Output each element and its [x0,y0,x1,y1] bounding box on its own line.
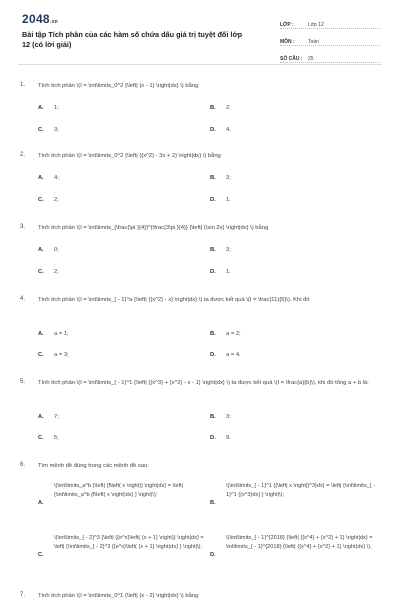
info-row-class [280,14,380,29]
document-header [0,0,400,62]
header-divider [18,64,382,65]
question-text: Tính tích phân \(I = \int\limits_0^2 {\left| {{x^2} - 3x + 2} \right|dx} \) bằng [38,153,221,159]
question-number: 3. [20,224,26,230]
info-row-subject [280,31,380,46]
option-b[interactable]: B. 2; [210,105,231,111]
logo-suffix: .vn [49,19,59,25]
option-c[interactable]: C. 3; [38,127,59,133]
info-label: SỐ CÂU : [280,56,303,62]
option-a[interactable]: A. \(\int\limits_a^b {\left| {f\left( x \right)} \right|dx} = \left| {\int\limits_a^b {f\left( x \right)dx} } \right|\); [38,483,184,506]
option-d[interactable]: D. 9. [210,435,231,441]
question-text: Tính tích phân \(I = \int\limits_{\frac{\pi }{4}}^{\frac{3\pi }{4}} {\left| {\sin 2x} \right|dx} \) bằng [38,225,269,231]
option-a[interactable]: A. 7; [38,414,59,420]
option-a[interactable]: A. 4; [38,175,59,181]
info-label: MÔN : [280,39,295,45]
option-b[interactable]: B. 3; [210,247,231,253]
question-text: Tính tích phân \(I = \int\limits_{ - 1}^1 {\left| {{x^3} + {x^2} - x - 1} \right|dx} \) ta được kết quả \(I = \frac{a}{b}\), khi đó tổng a + b là: [38,380,369,386]
question-number: 7. [20,592,26,598]
option-a[interactable]: A. a = 1; [38,331,69,337]
info-value: Lớp 12 [308,22,324,28]
option-d[interactable]: D. 1. [210,269,231,275]
question-text: Tính tích phân \(I = \int\limits_{ - 1}^a {\left| {{x^2} - x} \right|dx} \) ta được kết quả \(I = \frac{11}{6}\). Khi đó [38,297,310,303]
question-text: Tính tích phân \(I = \int\limits_0^1 {\left| {x - 2} \right|dx} \) bằng [38,593,199,599]
option-c[interactable]: C. 2; [38,269,59,275]
question-number: 1. [20,82,26,88]
info-value: Toán [308,39,319,45]
option-c[interactable]: C. \(\int\limits_{ - 2}^3 {\left| {{e^x}\left( {x + 1} \right)} \right|dx} = \left| {\int\limits_{ - 2}^3 {{e^x}\left( {x + 1} \right)dx} } \right|\); [38,535,204,558]
question-number: 4. [20,296,26,302]
option-d[interactable]: D. a = 4. [210,352,241,358]
option-c[interactable]: C. 2; [38,197,59,203]
option-d[interactable]: D. 1. [210,197,231,203]
option-b[interactable]: B. \(\int\limits_{ - 1}^1 {{\left| x \right|}^3}dx} = \left| {\int\limits_{ - 1}^1 {{x^3}dx} } \right|\); [210,483,376,506]
option-c[interactable]: C. 5; [38,435,59,441]
info-value: 25 [308,56,314,62]
document-title: Bài tập Tích phân của các hàm số chứa dấu giá trị tuyệt đối lớp 12 (có lời giải) [22,30,243,49]
info-panel [280,14,380,65]
option-a[interactable]: A. 1; [38,105,59,111]
option-b[interactable]: B. a = 2; [210,331,241,337]
question-text: Tính tích phân \(I = \int\limits_0^2 {\left| {x - 1} \right|dx} \) bằng [38,83,199,89]
option-c[interactable]: C. a = 3; [38,352,69,358]
question-number: 6. [20,462,26,468]
logo-main-text: 2048 [22,12,50,26]
question-number: 2. [20,152,26,158]
question-number: 5. [20,379,26,385]
option-d[interactable]: D. 4. [210,127,231,133]
option-a[interactable]: A. 0; [38,247,59,253]
question-text: Tìm mệnh đề đúng trong các mệnh đề sau: [38,463,149,469]
info-label: LỚP : [280,22,294,28]
option-d[interactable]: D. \(\int\limits_{ - 1}^{2018} {\left| {{x^4} + {x^2} + 1} \right|dx} = \int\limits_{ - 1}^{2018} {\left( {{x^4} + {x^2} + 1} \right)dx} \). [210,535,373,558]
option-b[interactable]: B. 3; [210,414,231,420]
option-b[interactable]: B. 3; [210,175,231,181]
info-row-count [280,48,380,63]
site-logo[interactable] [22,12,58,26]
